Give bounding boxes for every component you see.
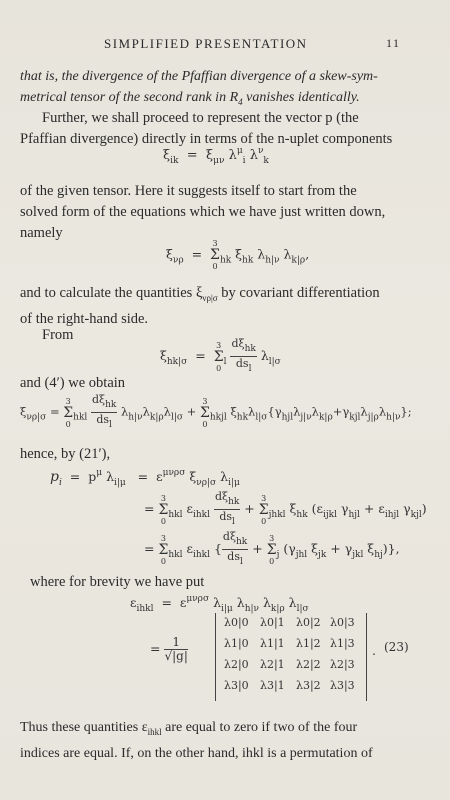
- paragraph-4-line-1: and to calculate the quantities $\xi_{\nu\rho|\sigma}$ by covariant differentiation: [20, 285, 380, 303]
- matrix-cell: λ3|0: [224, 679, 249, 692]
- paragraph-1-line-2: metrical tensor of the second rank in $R_4$ vanishes identically.: [20, 90, 360, 107]
- matrix-cell: λ1|0: [224, 637, 249, 650]
- equation-xi-ik: $\xi_{ik} = \xi_{\mu\nu}$ $\lambda^\mu_i$ $\lambda^\nu_k$: [163, 146, 269, 166]
- paragraph-5: [20, 717, 420, 764]
- paragraph-3-line-3: namely: [20, 225, 63, 241]
- paragraph-2-line-1: Further, we shall proceed to represent the vector p (the: [42, 110, 359, 126]
- label-and-4-prime: and (4′) we obtain: [20, 375, 126, 391]
- matrix-cell: λ2|3: [330, 658, 355, 671]
- equation-xi-nu-rho: $\xi_{\nu\rho}$ = 3 Σ 0 $_{hk}$ $\xi_{hk}$ $\lambda_{h|\nu}$ $\lambda_{k|\rho}$,: [166, 239, 310, 271]
- matrix-cell: λ2|1: [260, 658, 285, 671]
- paragraph-1-line-1: that is, the divergence of the Pfaffian divergence of a skew-sym-: [20, 69, 378, 84]
- matrix-cell: λ0|2: [296, 616, 321, 629]
- matrix-cell: λ0|1: [260, 616, 285, 629]
- equation-xi-hk-sigma: $\xi_{hk|\sigma}$ = 3 Σ 0 $_l$ $\frac{d\xi_{hk}}{ds_l}$ $\lambda_{l|\sigma}$: [160, 337, 281, 374]
- equation-number: (23): [384, 640, 409, 654]
- paragraph-3: [20, 181, 420, 244]
- matrix-cell: λ3|1: [260, 679, 285, 692]
- label-hence: hence, by (21′),: [20, 446, 111, 462]
- determinant-matrix: [215, 613, 367, 701]
- paragraph-3-line-1: of the given tensor. Here it suggests itself to start from the: [20, 183, 357, 199]
- matrix-cell: λ2|0: [224, 658, 249, 671]
- paragraph-3-line-2: solved form of the equations which we have just written down,: [20, 204, 386, 220]
- matrix-cell: λ0|0: [224, 616, 249, 629]
- paragraph-5-line-1: Thus these quantities $\varepsilon_{ihkl}$ are equal to zero if two of the four: [20, 720, 358, 737]
- paragraph-4-line-2: of the right-hand side.: [20, 311, 149, 327]
- equation-p-i: $p_i = p^\mu$ $\lambda_{i|\mu} = \varepsilon^{\mu\nu\rho\sigma}$ $\xi_{\nu\rho|\sigma}$ $\lambda_{i|\mu}$ = 3 Σ 0 $_{hkl}$ $\varepsilon_{ihkl}$ $\frac{d\xi_{hk}}{ds_l}$ + 3 Σ 0 $_{jhkl}$ $\xi_{hk}$ ($\varepsilon_{ijkl}$ $\gamma_{hjl} + \varepsilon_{ihjl}$ $\gamma_{kjl}$) = 3 Σ 0 $_{hkl}$ $\varepsilon_{ihkl}$ { $\frac{d\xi_{hk}}{ds_l}$ + 3 Σ 0 $_j$ ($\gamma_{jhl}$ $\xi_{jk} + \gamma_{jkl}$ $\xi_{hj}$)},: [50, 468, 427, 567]
- matrix-cell: λ3|3: [330, 679, 355, 692]
- matrix-cell: λ1|3: [330, 637, 355, 650]
- paragraph-2-line-2: Pfaffian divergence) directly in terms of the n-uplet components: [20, 131, 393, 147]
- paragraph-4: [20, 283, 420, 330]
- matrix-cell: λ0|3: [330, 616, 355, 629]
- paragraph-1: [20, 66, 420, 113]
- equation-xi-nu-rho-sigma: $\xi_{\nu\rho|\sigma}$ = 3 Σ 0 $_{hkl}$ $\frac{d\xi_{hk}}{ds_l}$ $\lambda_{h|\nu}\lambda_{k|\rho}\lambda_{l|\sigma}$ + 3 Σ 0 $_{hkjl}$ $\xi_{hk}\lambda_{l|\sigma}\{\gamma_{hjl}\lambda_{j|\nu}\lambda_{k|\rho}+\gamma_{kjl}\lambda_{j|\rho}\lambda_{h|\nu}\}$;: [20, 393, 412, 430]
- paragraph-2: [20, 108, 420, 150]
- running-title: SIMPLIFIED PRESENTATION: [104, 36, 308, 51]
- paragraph-5-line-2: indices are equal. If, on the other hand, ihkl is a permutation of: [20, 746, 373, 761]
- page-number: 11: [386, 36, 401, 50]
- equation-separator: .: [372, 643, 376, 658]
- label-where: where for brevity we have put: [30, 574, 205, 590]
- matrix-cell: λ3|2: [296, 679, 321, 692]
- equation-epsilon-def: $\varepsilon_{ihkl} = \varepsilon^{\mu\nu\rho\sigma}$ $\lambda_{i|\mu}$ $\lambda_{h|\nu}$ $\lambda_{k|\rho}$ $\lambda_{l|\sigma}$: [130, 594, 309, 614]
- matrix-cell: λ2|2: [296, 658, 321, 671]
- equation-epsilon-det-factor: = $\frac{1}{√|g|}$: [150, 635, 188, 663]
- label-from: From: [42, 327, 74, 343]
- matrix-cell: λ1|1: [260, 637, 285, 650]
- matrix-cell: λ1|2: [296, 637, 321, 650]
